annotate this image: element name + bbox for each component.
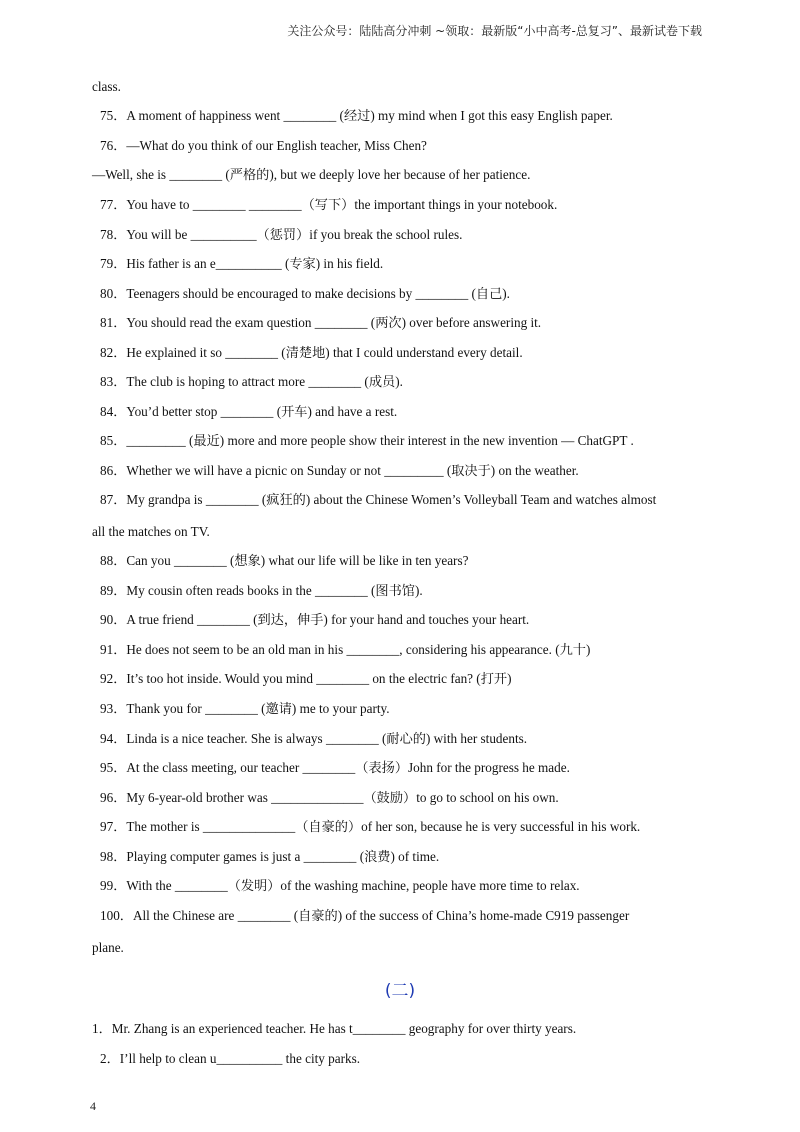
question-98: 98．Playing computer games is just a ________ (浪费) of time. (100, 849, 440, 864)
question-96: 96．My 6-year-old brother was ______________（鼓励）to go to school on his own. (100, 790, 559, 805)
page-number: 4 (90, 1099, 96, 1113)
section-question-1: 1．Mr. Zhang is an experienced teacher. He has t________ geography for over thirty years. (92, 1021, 577, 1036)
question-80: 80．Teenagers should be encouraged to make decisions by ________ (自己). (100, 286, 510, 301)
question-82: 82．He explained it so ________ (清楚地) that I could understand every detail. (100, 345, 523, 360)
question-77: 77．You have to ________ ________（写下）the important things in your notebook. (100, 197, 558, 212)
question-87-cont: all the matches on TV. (92, 524, 210, 539)
question-76-answer: —Well, she is ________ (严格的), but we deeply love her because of her patience. (92, 167, 531, 182)
question-100-cont: plane. (92, 940, 124, 955)
question-85: 85．_________ (最近) more and more people show their interest in the new invention — ChatGPT . (100, 433, 634, 448)
question-79: 79．His father is an e__________ (专家) in his field. (100, 256, 384, 271)
question-83: 83．The club is hoping to attract more ________ (成员). (100, 374, 403, 389)
question-95: 95．At the class meeting, our teacher ________（表扬）John for the progress he made. (100, 760, 570, 775)
question-87: 87．My grandpa is ________ (疯狂的) about the Chinese Women’s Volleyball Team and watches almost (100, 492, 657, 507)
question-78: 78．You will be __________（惩罚）if you break the school rules. (100, 227, 463, 242)
question-100: 100．All the Chinese are ________ (自豪的) of the success of China’s home-made C919 passenger (100, 908, 630, 923)
question-99: 99．With the ________（发明）of the washing machine, people have more time to relax. (100, 878, 580, 893)
question-75: 75．A moment of happiness went ________ (经过) my mind when I got this easy English paper. (100, 108, 613, 123)
text-line: class. (92, 79, 121, 94)
page-header: 关注公众号：陆陆高分冲刺 ~领取：最新版“小中高考-总复习”、最新试卷下载 (287, 24, 702, 38)
question-88: 88．Can you ________ (想象) what our life will be like in ten years? (100, 553, 469, 568)
question-89: 89．My cousin often reads books in the ________ (图书馆). (100, 583, 423, 598)
question-76: 76．—What do you think of our English teacher, Miss Chen? (100, 138, 427, 153)
section-title: (二) (384, 981, 416, 1001)
question-92: 92．It’s too hot inside. Would you mind ________ on the electric fan? (打开) (100, 671, 512, 686)
question-93: 93．Thank you for ________ (邀请) me to your party. (100, 701, 390, 716)
question-91: 91．He does not seem to be an old man in his ________, considering his appearance. (九十) (100, 642, 591, 657)
question-94: 94．Linda is a nice teacher. She is always ________ (耐心的) with her students. (100, 731, 528, 746)
question-81: 81．You should read the exam question ________ (两次) over before answering it. (100, 315, 542, 330)
question-90: 90．A true friend ________ (到达，伸手) for your hand and touches your heart. (100, 612, 530, 627)
section-question-2: 2．I’ll help to clean u__________ the city parks. (100, 1051, 361, 1066)
question-97: 97．The mother is ______________（自豪的）of her son, because he is very successful in his work. (100, 819, 641, 834)
question-86: 86．Whether we will have a picnic on Sunday or not _________ (取决于) on the weather. (100, 463, 579, 478)
question-84: 84．You’d better stop ________ (开车) and have a rest. (100, 404, 398, 419)
